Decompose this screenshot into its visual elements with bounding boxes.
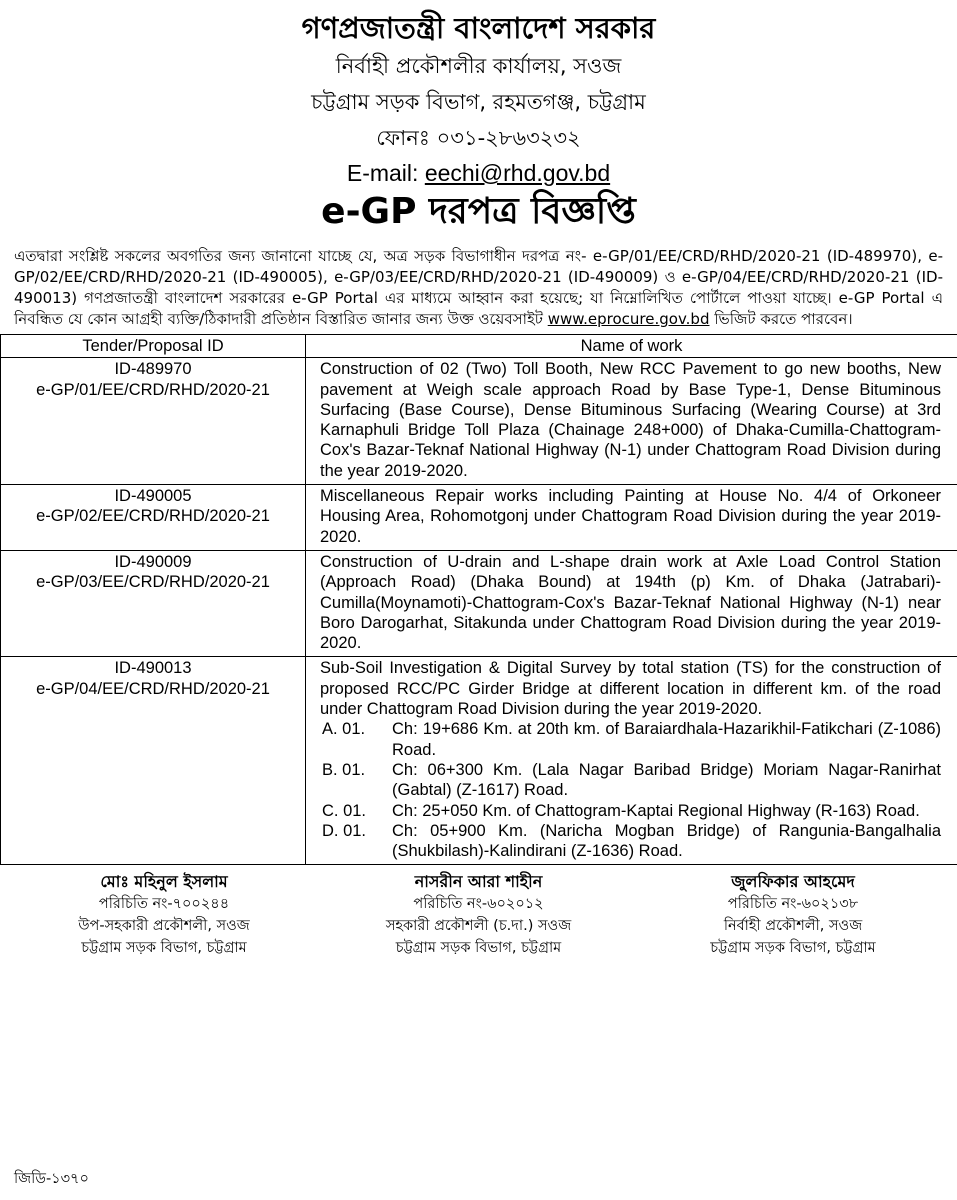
signatory-designation: উপ-সহকারী প্রকৌশলী, সওজ [78, 918, 250, 935]
signatory-3 [643, 871, 943, 959]
sub-item [320, 719, 941, 760]
tender-id: ID-490005 [114, 487, 192, 506]
sub-item-text: Ch: 06+300 Km. (Lala Nagar Baribad Bridge) Moriam Nagar-Ranirhat (Gabtal) (Z-1617) Road. [392, 760, 941, 800]
tender-id: ID-489970 [114, 360, 192, 379]
tender-table [0, 334, 957, 865]
sub-item-text: Ch: 05+900 Km. (Naricha Mogban Bridge) of Rangunia-Bangalhalia (Shukbilash)-Kalindirani (Z-1636) Road. [392, 821, 941, 861]
signatory-name: নাসরীন আরা শাহীন [414, 872, 543, 892]
tender-id: ID-490009 [114, 552, 192, 571]
tender-ref: e-GP/04/EE/CRD/RHD/2020-21 [36, 679, 270, 698]
office-name: নির্বাহী প্রকৌশলীর কার্যালয়, সওজ [335, 54, 622, 78]
signatory-2 [329, 871, 629, 959]
column-header-work: Name of work [306, 335, 957, 358]
gd-code: জিডি-১৩৭০ [14, 1171, 89, 1187]
website-link[interactable]: www.eprocure.gov.bd [547, 310, 710, 328]
notice-header [0, 0, 957, 236]
phone-number: ফোনঃ ০৩১-২৮৬৩২৩২ [376, 126, 581, 150]
tender-id-cell [1, 358, 306, 485]
table-row [1, 358, 957, 485]
notice-title: e-GP দরপত্র বিজ্ঞপ্তি [321, 191, 636, 232]
signatory-id: পরিচিতি নং-৬০২১৩৮ [727, 896, 859, 913]
sub-item-text: Ch: 25+050 Km. of Chattogram-Kaptai Regional Highway (R-163) Road. [392, 801, 920, 820]
email-line [0, 156, 957, 190]
table-header-row [1, 335, 957, 358]
sub-item [320, 801, 941, 821]
work-description: Sub-Soil Investigation & Digital Survey by total station (TS) for the construction of proposed RCC/PC Girder Bridge at different location in different km. of the road under Chattogram Road Division during the year 2019-2020. [320, 659, 941, 719]
signatory-id: পরিচিতি নং-৬০২০১২ [413, 896, 544, 913]
signatory-1 [14, 871, 314, 959]
government-title: গণপ্রজাতন্ত্রী বাংলাদেশ সরকার [301, 11, 656, 45]
work-description: Miscellaneous Repair works including Painting at House No. 4/4 of Orkoneer Housing Area, Rohomotgonj under Chattogram Road Division during the year 2019-2020. [306, 485, 957, 551]
signature-block [0, 871, 957, 959]
division-address: চট্টগ্রাম সড়ক বিভাগ, রহমতগঞ্জ, চট্টগ্রাম [311, 90, 646, 114]
table-row [1, 550, 957, 656]
signatory-office: চট্টগ্রাম সড়ক বিভাগ, চট্টগ্রাম [81, 940, 247, 957]
sub-item-label: D. 01. [322, 821, 367, 840]
signatory-designation: সহকারী প্রকৌশলী (চ.দা.) সওজ [385, 918, 572, 935]
signatory-id: পরিচিতি নং-৭০০২৪৪ [98, 896, 230, 913]
tender-ref: e-GP/03/EE/CRD/RHD/2020-21 [36, 573, 270, 592]
email-label: E-mail: [346, 160, 425, 186]
signatory-name: জুলফিকার আহমেদ [731, 872, 855, 892]
signatory-office: চট্টগ্রাম সড়ক বিভাগ, চট্টগ্রাম [395, 940, 562, 957]
intro-text-2: ভিজিট করতে পারবেন। [709, 310, 853, 328]
column-header-id: Tender/Proposal ID [1, 335, 306, 358]
sub-item [320, 821, 941, 862]
sub-item-label: B. 01. [322, 760, 366, 779]
tender-id-cell [1, 657, 306, 865]
tender-id: ID-490013 [114, 659, 192, 678]
tender-ref: e-GP/01/EE/CRD/RHD/2020-21 [36, 380, 270, 399]
sub-item-label: C. 01. [322, 801, 367, 820]
signatory-office: চট্টগ্রাম সড়ক বিভাগ, চট্টগ্রাম [710, 940, 876, 957]
tender-ref: e-GP/02/EE/CRD/RHD/2020-21 [36, 507, 270, 526]
intro-paragraph [14, 246, 943, 330]
email-link[interactable]: eechi@rhd.gov.bd [424, 160, 611, 186]
table-row [1, 657, 957, 865]
sub-item-text: Ch: 19+686 Km. at 20th km. of Baraiardhala-Hazarikhil-Fatikchari (Z-1086) Road. [392, 720, 941, 759]
sub-item [320, 760, 941, 801]
work-cell [306, 657, 957, 865]
work-description: Construction of U-drain and L-shape drain work at Axle Load Control Station (Approach Road) (Dhaka Bound) at 194th (p) Km. of Dhaka (Jatrabari)-Cumilla(Moynamoti)-Chattogram-Cox's Bazar-Teknaf National Highway (N-1) near Boro Darogarhat, Sitakunda under Chattogram Road Division during the year 2019-2020. [306, 550, 957, 656]
work-description: Construction of 02 (Two) Toll Booth, New RCC Pavement to go new booths, New pavement at Weigh scale approach Road by Base Type-1, Dense Bituminous Surfacing (Base Course), Dense Bituminous Surfacing (Wearing Course) at 3rd Karnaphuli Bridge Toll Plaza (Chainage 248+000) of Dhaka-Cumilla-Chattogram-Cox's Bazar-Teknaf National Highway (N-1) under Chattogram Road Division during the year 2019-2020. [306, 358, 957, 485]
signatory-designation: নির্বাহী প্রকৌশলী, সওজ [723, 918, 863, 935]
table-row [1, 485, 957, 551]
tender-id-cell [1, 485, 306, 551]
sub-item-label: A. 01. [322, 720, 366, 739]
intro-text-1: এতদ্বারা সংশ্লিষ্ট সকলের অবগতির জন্য জানানো যাচ্ছে যে, অত্র সড়ক বিভাগাধীন দরপত্র নং- e-GP/01/EE/CRD/RHD/2020-21 (ID-489970), e-GP/02/EE/CRD/RHD/2020-21 (ID-490005), e-GP/03/EE/CRD/RHD/2020-21 (ID-490009) ও e-GP/04/EE/CRD/RHD/2020-21 (ID-490013) গণপ্রজাতন্ত্রী বাংলাদেশ সরকারের e-GP Portal এর মাধ্যমে আহ্বান করা হয়েছে; যা নিম্নোলিখিত পোর্টালে পাওয়া যাচ্ছে। e-GP Portal এ নিবন্ধিত যে কোন আগ্রহী ব্যক্তি/ঠিকাদারী প্রতিষ্ঠান বিস্তারিত জানার জন্য উক্ত ওয়েবসাইট [14, 247, 943, 328]
signatory-name: মোঃ মহিনুল ইসলাম [100, 872, 228, 892]
tender-id-cell [1, 550, 306, 656]
